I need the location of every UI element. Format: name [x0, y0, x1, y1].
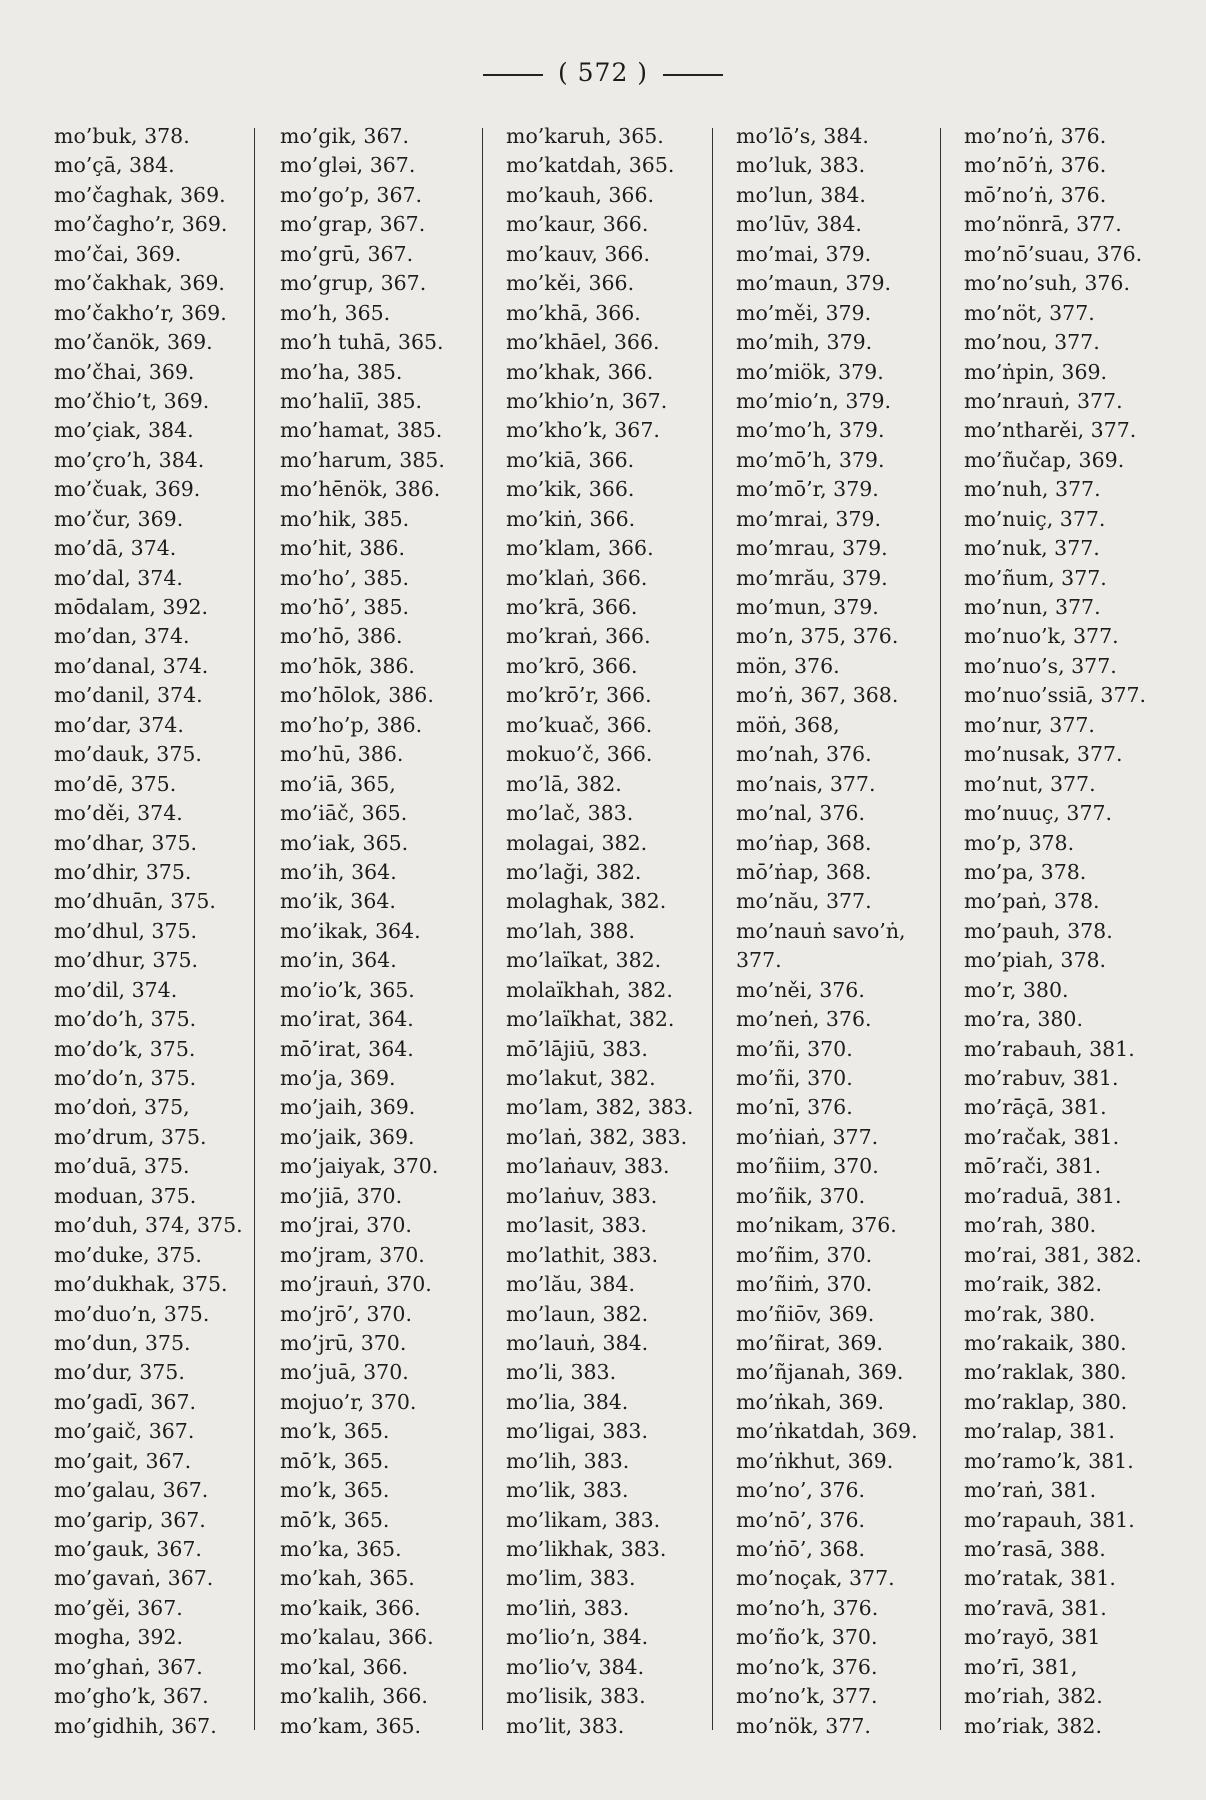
index-entry: mo’kaur, 366.: [506, 212, 649, 237]
index-entry: mo’gadī, 367.: [54, 1389, 196, 1414]
index-entry: mo’pa, 378.: [964, 859, 1087, 884]
index-entry: mo’r, 380.: [964, 977, 1069, 1002]
index-entry: mo’jrai, 370.: [280, 1213, 412, 1238]
index-entry: mo’kuač, 366.: [506, 712, 653, 737]
index-entry: mo’račak, 381.: [964, 1124, 1120, 1149]
index-entry: mo’mrai, 379.: [736, 506, 881, 531]
index-entry: molaghak, 382.: [506, 889, 667, 914]
index-entry: mo’ñiṁ, 370.: [736, 1272, 873, 1297]
index-entry: mo’iā, 365,: [280, 771, 396, 796]
index-entry: mo’hit, 386.: [280, 536, 405, 561]
index-entry: mo’neṅ, 376.: [736, 1007, 872, 1032]
index-entry: mo’ṅ, 367, 368.: [736, 683, 899, 708]
index-entry: mo’lač, 383.: [506, 801, 634, 826]
index-entry: mo’lō’s, 384.: [736, 124, 869, 148]
index-entry: mo’laṅ, 382, 383.: [506, 1124, 688, 1149]
index-entry: mo’khio’n, 367.: [506, 388, 668, 413]
index-column-3: [506, 122, 693, 1741]
index-entry: mo’in, 364.: [280, 948, 397, 973]
index-entry: mo’jrū, 370.: [280, 1330, 407, 1355]
index-entry: mo’rah, 380.: [964, 1213, 1097, 1238]
index-entry: mo’ha, 385.: [280, 359, 403, 384]
index-entry: mo’nah, 376.: [736, 742, 872, 767]
index-entry: mo’dhir, 375.: [54, 859, 192, 884]
index-entry: mo’hōlok, 386.: [280, 683, 434, 708]
index-entry: mo’čagho’r, 369.: [54, 212, 228, 237]
index-entry: mo’io’k, 365.: [280, 977, 415, 1002]
index-entry: mo’krō, 366.: [506, 653, 638, 678]
index-entry: mo’iak, 365.: [280, 830, 409, 855]
index-entry: mo’kah, 365.: [280, 1566, 415, 1591]
index-entry: mo’raduā, 381.: [964, 1183, 1122, 1208]
index-entry: mō’ṅap, 368.: [736, 859, 872, 884]
index-entry: mō’no’ṅ, 376.: [964, 182, 1107, 207]
index-entry: mo’lău, 384.: [506, 1272, 635, 1297]
index-entry: mo’lakut, 382.: [506, 1066, 656, 1090]
index-entry: mo’čaghak, 369.: [54, 182, 226, 207]
index-entry: mo’ligai, 383.: [506, 1419, 648, 1444]
index-entry: mō’k, 365.: [280, 1448, 390, 1473]
index-entry: mo’dan, 374.: [54, 624, 190, 649]
index-entry: mo’krā, 366.: [506, 595, 638, 619]
index-entry: mo’haliī, 385.: [280, 388, 423, 413]
index-entry: mo’nuiç, 377.: [964, 506, 1106, 531]
index-entry: mo’no’h, 376.: [736, 1595, 879, 1620]
index-entry: mo’n, 375, 376.: [736, 624, 899, 649]
index-entry: 377.: [736, 948, 782, 973]
index-entry: mo’h, 365.: [280, 300, 391, 325]
index-entry: mo’likam, 383.: [506, 1507, 661, 1532]
index-entry: mo’no’k, 377.: [736, 1684, 878, 1709]
index-entry: mo’děi, 374.: [54, 801, 183, 826]
index-entry: mo’mō’h, 379.: [736, 447, 885, 472]
index-entry: mo’kauv, 366.: [506, 241, 650, 266]
index-entry: mo’nuuç, 377.: [964, 801, 1113, 826]
index-column-2: [280, 122, 445, 1741]
index-entry: mo’lah, 388.: [506, 918, 635, 943]
index-entry: mo’ramo’k, 381.: [964, 1448, 1134, 1473]
index-entry: mo’duā, 375.: [54, 1154, 190, 1179]
index-entry: mo’mai, 379.: [736, 241, 872, 266]
index-entry: mo’dē, 375.: [54, 771, 177, 796]
index-entry: mo’danal, 374.: [54, 653, 209, 678]
index-entry: mo’nur, 377.: [964, 712, 1095, 737]
index-entry: mō’irat, 364.: [280, 1036, 414, 1061]
index-entry: mo’ghaṅ, 367.: [54, 1654, 203, 1679]
index-entry: mo’çro’h, 384.: [54, 447, 205, 472]
index-entry: mo’mih, 379.: [736, 330, 873, 355]
index-entry: mo’maun, 379.: [736, 271, 892, 296]
index-entry: mo’kiṅ, 366.: [506, 506, 636, 531]
index-entry: mo’kěi, 366.: [506, 271, 635, 296]
right-ornament: [663, 74, 723, 76]
index-entry: mō’lājiū, 383.: [506, 1036, 648, 1061]
index-entry: mo’duke, 375.: [54, 1242, 202, 1267]
index-entry: mo’kalau, 366.: [280, 1625, 434, 1650]
index-entry: mo’ka, 365.: [280, 1537, 402, 1561]
index-entry: mo’nök, 377.: [736, 1713, 871, 1738]
left-ornament: [483, 74, 543, 76]
index-entry: molagai, 382.: [506, 830, 648, 855]
index-entry: mō’k, 365.: [280, 1507, 390, 1532]
index-entry: mo’garip, 367.: [54, 1507, 206, 1532]
index-entry: mo’doṅ, 375,: [54, 1095, 190, 1120]
index-entry: mo’dun, 375.: [54, 1330, 191, 1355]
index-entry: mo’khā, 366.: [506, 300, 641, 325]
index-entry: mo’nikam, 376.: [736, 1213, 897, 1238]
index-entry: mo’gho’k, 367.: [54, 1684, 209, 1709]
index-entry: mo’grup, 367.: [280, 271, 427, 296]
index-entry: mo’kal, 366.: [280, 1654, 409, 1679]
index-entry: mo’ṅpin, 369.: [964, 359, 1108, 384]
index-entry: mo’jrō’, 370.: [280, 1301, 412, 1326]
index-entry: molaïkhah, 382.: [506, 977, 673, 1002]
index-column-4: [736, 122, 918, 1741]
index-entry: mo’dauk, 375.: [54, 742, 202, 767]
index-entry: mo’hōk, 386.: [280, 653, 415, 678]
index-entry: mo’gait, 367.: [54, 1448, 192, 1473]
index-entry: mo’dukhak, 375.: [54, 1272, 228, 1297]
index-entry: mo’lam, 382, 383.: [506, 1095, 694, 1120]
index-entry: mo’no’k, 376.: [736, 1654, 878, 1679]
index-entry: mo’nauṅ savo’ṅ,: [736, 918, 906, 943]
index-entry: mo’gauk, 367.: [54, 1537, 202, 1561]
index-entry: mo’mrău, 379.: [736, 565, 888, 590]
index-entry: mo’noçak, 377.: [736, 1566, 895, 1591]
index-entry: mo’drum, 375.: [54, 1124, 207, 1149]
index-entry: mo’laïkat, 382.: [506, 948, 662, 973]
index-entry: mo’jram, 370.: [280, 1242, 425, 1267]
index-entry: mo’k, 365.: [280, 1419, 390, 1444]
index-entry: mo’rasā, 388.: [964, 1537, 1106, 1561]
index-entry: mo’paṅ, 378.: [964, 889, 1100, 914]
index-entry: mojuo’r, 370.: [280, 1389, 417, 1414]
index-entry: mo’rapauh, 381.: [964, 1507, 1135, 1532]
index-entry: mo’jaik, 369.: [280, 1124, 415, 1149]
index-entry: mo’mo’h, 379.: [736, 418, 885, 443]
index-entry: mo’dal, 374.: [54, 565, 183, 590]
index-entry: mo’lathit, 383.: [506, 1242, 658, 1267]
index-entry: mo’miök, 379.: [736, 359, 884, 384]
index-entry: mo’dar, 374.: [54, 712, 184, 737]
index-entry: mo’harum, 385.: [280, 447, 445, 472]
index-entry: mo’nou, 377.: [964, 330, 1100, 355]
index-entry: mo’rayō, 381: [964, 1625, 1101, 1650]
index-entry: mo’gidhih, 367.: [54, 1713, 217, 1738]
index-entry: mo’gavaṅ, 367.: [54, 1566, 214, 1591]
index-entry: mo’nrauṅ, 377.: [964, 388, 1123, 413]
index-entry: möṅ, 368,: [736, 712, 840, 737]
index-entry: mo’rak, 380.: [964, 1301, 1096, 1326]
index-entry: mo’ntharěi, 377.: [964, 418, 1137, 443]
index-entry: mön, 376.: [736, 653, 840, 678]
index-entry: mo’mō’r, 379.: [736, 477, 879, 502]
index-entry: mo’ñim, 370.: [736, 1242, 873, 1267]
index-entry: mo’ho’, 385.: [280, 565, 410, 590]
index-entry: mo’ih, 364.: [280, 859, 397, 884]
index-entry: mo’nönrā, 377.: [964, 212, 1122, 237]
index-entry: mo’ra, 380.: [964, 1007, 1083, 1032]
index-entry: mo’nuk, 377.: [964, 536, 1100, 561]
index-entry: mō’rači, 381.: [964, 1154, 1102, 1179]
index-entry: mo’go’p, 367.: [280, 182, 423, 207]
index-entry: mo’khak, 366.: [506, 359, 654, 384]
index-entry: mokuo’č, 366.: [506, 742, 653, 767]
index-entry: mo’kam, 365.: [280, 1713, 422, 1738]
index-entry: mo’raklap, 380.: [964, 1389, 1128, 1414]
index-entry: mo’raṅ, 381.: [964, 1478, 1097, 1503]
index-entry: mo’lit, 383.: [506, 1713, 625, 1738]
page-header: [0, 58, 1206, 87]
index-entry: mo’p, 378.: [964, 830, 1075, 855]
column-divider: [254, 128, 255, 1730]
index-entry: mo’ñirat, 369.: [736, 1330, 883, 1355]
index-entry: mo’čur, 369.: [54, 506, 184, 531]
index-entry: mo’ñjanah, 369.: [736, 1360, 904, 1385]
index-entry: mo’nō’, 376.: [736, 1507, 866, 1532]
index-entry: mo’ik, 364.: [280, 889, 396, 914]
index-entry: mo’lā, 382.: [506, 771, 622, 796]
index-entry: mo’hamat, 385.: [280, 418, 443, 443]
index-entry: mo’ñi, 370.: [736, 1036, 853, 1061]
index-entry: mo’nău, 377.: [736, 889, 872, 914]
index-entry: mo’lasit, 383.: [506, 1213, 648, 1238]
index-entry: mo’kauh, 366.: [506, 182, 655, 207]
index-entry: mo’rakaik, 380.: [964, 1330, 1127, 1355]
index-entry: mo’kho’k, 367.: [506, 418, 660, 443]
index-entry: mo’karuh, 365.: [506, 124, 664, 148]
index-entry: mo’ṅiaṅ, 377.: [736, 1124, 879, 1149]
index-entry: mo’dhuān, 375.: [54, 889, 216, 914]
index-entry: mo’lim, 383.: [506, 1566, 636, 1591]
index-entry: mo’buk, 378.: [54, 124, 190, 148]
index-entry: mo’lūv, 384.: [736, 212, 862, 237]
index-entry: mo’raklak, 380.: [964, 1360, 1127, 1385]
index-entry: mo’hō, 386.: [280, 624, 403, 649]
index-entry: mo’lik, 383.: [506, 1478, 629, 1503]
index-entry: mo’ñik, 370.: [736, 1183, 866, 1208]
index-entry: mo’mrau, 379.: [736, 536, 888, 561]
index-entry: mo’nut, 377.: [964, 771, 1096, 796]
index-entry: mo’jaiyak, 370.: [280, 1154, 439, 1179]
index-entry: mo’nō’suau, 376.: [964, 241, 1143, 266]
index-entry: mo’likhak, 383.: [506, 1537, 667, 1561]
index-entry: mo’měi, 379.: [736, 300, 872, 325]
index-entry: mo’ño’k, 370.: [736, 1625, 878, 1650]
index-entry: mo’no’ṅ, 376.: [964, 124, 1107, 148]
index-entry: mo’ratak, 381.: [964, 1566, 1116, 1591]
index-entry: mo’nuh, 377.: [964, 477, 1101, 502]
index-entry: mo’nuo’s, 377.: [964, 653, 1117, 678]
index-entry: mo’nal, 376.: [736, 801, 865, 826]
index-entry: mo’klaṅ, 366.: [506, 565, 648, 590]
index-entry: mo’lio’v, 384.: [506, 1654, 645, 1679]
index-entry: mo’dil, 374.: [54, 977, 178, 1002]
index-entry: mo’gěi, 367.: [54, 1595, 183, 1620]
index-entry: mo’rāçā, 381.: [964, 1095, 1107, 1120]
index-entry: mo’laïkhat, 382.: [506, 1007, 675, 1032]
index-entry: mo’nöt, 377.: [964, 300, 1095, 325]
index-entry: mo’pauh, 378.: [964, 918, 1113, 943]
index-entry: mo’do’k, 375.: [54, 1036, 196, 1061]
index-entry: mo’laṅuv, 383.: [506, 1183, 658, 1208]
index-entry: mo’rabauh, 381.: [964, 1036, 1135, 1061]
index-entry: mo’kraṅ, 366.: [506, 624, 651, 649]
index-entry: mo’ñučap, 369.: [964, 447, 1125, 472]
index-entry: mo’k, 365.: [280, 1478, 390, 1503]
index-entry: mo’gik, 367.: [280, 124, 410, 148]
index-entry: mo’lio’n, 384.: [506, 1625, 649, 1650]
index-entry: mo’jaih, 369.: [280, 1095, 416, 1120]
index-entry: mo’luk, 383.: [736, 153, 866, 178]
index-entry: mōdalam, 392.: [54, 595, 209, 619]
index-entry: mo’liṅ, 383.: [506, 1595, 630, 1620]
index-entry: mo’nō’ṅ, 376.: [964, 153, 1107, 178]
index-entry: mo’lisik, 383.: [506, 1684, 646, 1709]
index-entry: mo’nais, 377.: [736, 771, 876, 796]
index-entry: mo’lauṅ, 384.: [506, 1330, 649, 1355]
index-entry: mo’lia, 384.: [506, 1389, 629, 1414]
index-entry: mo’jiā, 370.: [280, 1183, 403, 1208]
index-entry: mo’duo’n, 375.: [54, 1301, 210, 1326]
index-entry: mo’irat, 364.: [280, 1007, 414, 1032]
index-entry: mo’raik, 382.: [964, 1272, 1102, 1297]
index-entry: mo’dhar, 375.: [54, 830, 198, 855]
index-entry: mo’hō’, 385.: [280, 595, 410, 619]
index-entry: mo’jrauṅ, 370.: [280, 1272, 432, 1297]
index-entry: mo’duh, 374, 375.: [54, 1213, 243, 1238]
index-entry: mo’h tuhā, 365.: [280, 330, 444, 355]
index-entry: mo’nuo’ssiā, 377.: [964, 683, 1147, 708]
index-entry: mo’lih, 383.: [506, 1448, 630, 1473]
index-entry: mo’kalih, 366.: [280, 1684, 428, 1709]
index-entry: mo’nuo’k, 377.: [964, 624, 1119, 649]
index-entry: mo’ṅkhut, 369.: [736, 1448, 894, 1473]
index-entry: mo’no’, 376.: [736, 1478, 866, 1503]
index-entry: mo’do’n, 375.: [54, 1066, 197, 1090]
index-entry: mo’ñiōv, 369.: [736, 1301, 875, 1326]
index-entry: mogha, 392.: [54, 1625, 184, 1650]
column-divider: [482, 128, 483, 1730]
index-entry: mo’klam, 366.: [506, 536, 654, 561]
index-entry: mo’nun, 377.: [964, 595, 1101, 619]
index-entry: mo’rī, 381,: [964, 1654, 1078, 1679]
index-entry: mo’dhul, 375.: [54, 918, 198, 943]
index-entry: mo’nī, 376.: [736, 1095, 853, 1120]
index-entry: mo’riah, 382.: [964, 1684, 1103, 1709]
index-column-5: [964, 122, 1146, 1741]
index-entry: mo’rai, 381, 382.: [964, 1242, 1142, 1267]
index-entry: mo’hū, 386.: [280, 742, 404, 767]
index-entry: mo’mun, 379.: [736, 595, 879, 619]
index-entry: mo’grap, 367.: [280, 212, 426, 237]
index-entry: mo’čuak, 369.: [54, 477, 201, 502]
index-entry: mo’iāč, 365.: [280, 801, 408, 826]
index-entry: mo’do’h, 375.: [54, 1007, 197, 1032]
index-entry: moduan, 375.: [54, 1183, 197, 1208]
index-entry: mo’katdah, 365.: [506, 153, 675, 178]
index-entry: mo’ñum, 377.: [964, 565, 1107, 590]
index-entry: mo’čakhak, 369.: [54, 271, 225, 296]
index-entry: mo’čhio’t, 369.: [54, 388, 210, 413]
column-divider: [940, 128, 941, 1730]
index-entry: mo’juā, 370.: [280, 1360, 409, 1385]
index-entry: mo’piah, 378.: [964, 948, 1107, 973]
index-entry: mo’çā, 384.: [54, 153, 175, 178]
index-entry: mo’čai, 369.: [54, 241, 182, 266]
index-entry: mo’danil, 374.: [54, 683, 203, 708]
index-entry: mo’hik, 385.: [280, 506, 410, 531]
index-entry: mo’ṅkatdah, 369.: [736, 1419, 918, 1444]
index-entry: mo’laği, 382.: [506, 859, 642, 884]
index-entry: mo’rabuv, 381.: [964, 1066, 1119, 1090]
index-entry: mo’ṅap, 368.: [736, 830, 872, 855]
index-entry: mo’ñi, 370.: [736, 1066, 853, 1090]
index-entry: mo’lun, 384.: [736, 182, 866, 207]
index-entry: mo’riak, 382.: [964, 1713, 1102, 1738]
index-entry: mo’khāel, 366.: [506, 330, 660, 355]
index-entry: mo’čakho’r, 369.: [54, 300, 227, 325]
index-entry: mo’hēnök, 386.: [280, 477, 441, 502]
index-entry: mo’kik, 366.: [506, 477, 635, 502]
index-column-1: [54, 122, 243, 1741]
index-entry: mo’čanök, 369.: [54, 330, 213, 355]
index-entry: mo’dur, 375.: [54, 1360, 185, 1385]
index-entry: mo’gləi, 367.: [280, 153, 416, 178]
index-entry: mo’no’suh, 376.: [964, 271, 1130, 296]
index-entry: mo’ṅkah, 369.: [736, 1389, 885, 1414]
index-entry: mo’gaič, 367.: [54, 1419, 195, 1444]
index-entry: mo’galau, 367.: [54, 1478, 209, 1503]
page-number: ( 572 ): [557, 58, 649, 87]
index-entry: mo’ralap, 381.: [964, 1419, 1115, 1444]
index-entry: mo’dhur, 375.: [54, 948, 199, 973]
index-entry: mo’ja, 369.: [280, 1066, 396, 1090]
index-entry: mo’kiā, 366.: [506, 447, 635, 472]
index-entry: mo’krō’r, 366.: [506, 683, 652, 708]
index-entry: mo’mio’n, 379.: [736, 388, 892, 413]
index-entry: mo’ñiim, 370.: [736, 1154, 879, 1179]
index-entry: mo’ho’p, 386.: [280, 712, 423, 737]
index-entry: mo’dā, 374.: [54, 536, 177, 561]
index-entry: mo’něi, 376.: [736, 977, 865, 1002]
index-entry: mo’kaik, 366.: [280, 1595, 421, 1620]
index-entry: mo’nusak, 377.: [964, 742, 1123, 767]
index-entry: mo’laṅauv, 383.: [506, 1154, 670, 1179]
column-divider: [712, 128, 713, 1730]
index-entry: mo’čhai, 369.: [54, 359, 195, 384]
index-entry: mo’li, 383.: [506, 1360, 617, 1385]
index-entry: mo’laun, 382.: [506, 1301, 649, 1326]
index-entry: mo’çiak, 384.: [54, 418, 194, 443]
index-entry: mo’ṅō’, 368.: [736, 1537, 866, 1561]
index-entry: mo’ravā, 381.: [964, 1595, 1107, 1620]
index-entry: mo’ikak, 364.: [280, 918, 421, 943]
index-entry: mo’grū, 367.: [280, 241, 414, 266]
